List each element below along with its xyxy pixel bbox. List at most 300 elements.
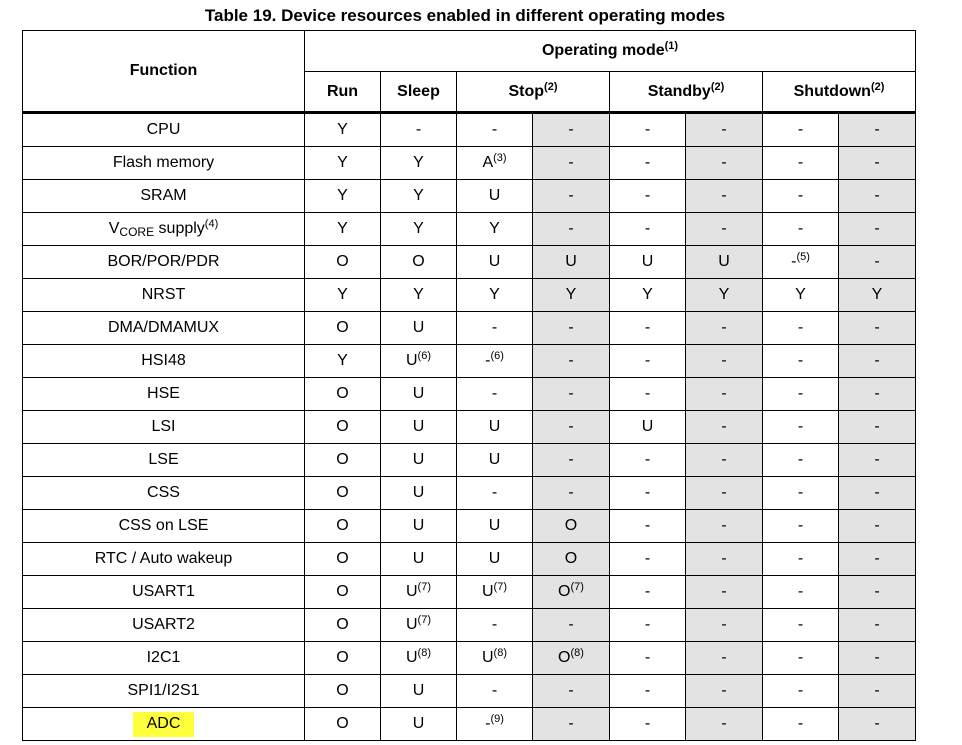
- function-cell: [23, 213, 305, 246]
- mode-value: -: [568, 451, 574, 468]
- mode-cell: [305, 444, 381, 477]
- mode-value: O: [336, 715, 349, 732]
- mode-value: -: [874, 253, 880, 270]
- mode-cell: [457, 411, 533, 444]
- mode-value: Y: [413, 187, 424, 204]
- table-row: [23, 642, 916, 675]
- function-cell: [23, 113, 305, 147]
- mode-value: -: [874, 649, 880, 666]
- mode-cell: [305, 576, 381, 609]
- mode-value: -: [491, 682, 498, 699]
- mode-value: -: [644, 715, 651, 732]
- sleep-header: Sleep: [381, 72, 457, 113]
- mode-value: U: [488, 451, 501, 468]
- footnote-ref: (4): [204, 218, 219, 230]
- footnote-ref: (9): [490, 713, 504, 725]
- mode-cell: [533, 576, 610, 609]
- mode-cell: [686, 609, 763, 642]
- mode-value: -: [797, 418, 804, 435]
- mode-cell: [305, 411, 381, 444]
- function-cell: [23, 147, 305, 180]
- mode-cell: [533, 180, 610, 213]
- mode-value: Y: [489, 220, 500, 237]
- mode-cell: [610, 246, 686, 279]
- mode-value: -: [644, 220, 651, 237]
- mode-value: -: [874, 319, 880, 336]
- mode-cell: [381, 113, 457, 147]
- mode-value: -: [568, 418, 574, 435]
- mode-value: U: [481, 649, 494, 666]
- mode-value: -: [874, 220, 880, 237]
- mode-cell: [457, 543, 533, 576]
- mode-cell: [381, 279, 457, 312]
- function-name-subscript: CORE: [119, 225, 155, 239]
- mode-cell: [457, 246, 533, 279]
- function-header: [23, 31, 305, 113]
- mode-value: -: [568, 715, 574, 732]
- mode-cell: [686, 147, 763, 180]
- mode-cell: [686, 576, 763, 609]
- table-row: [23, 609, 916, 642]
- mode-cell: [610, 444, 686, 477]
- table-row: [23, 180, 916, 213]
- mode-cell: [305, 312, 381, 345]
- mode-value: -: [874, 385, 880, 402]
- mode-value: -: [874, 451, 880, 468]
- mode-value: O: [336, 649, 349, 666]
- mode-cell: [686, 675, 763, 708]
- mode-value: -: [874, 484, 880, 501]
- mode-cell: [839, 642, 916, 675]
- table-row: [23, 411, 916, 444]
- mode-value: -: [568, 220, 574, 237]
- mode-value: -: [721, 121, 727, 138]
- mode-cell: [839, 279, 916, 312]
- standby-header: [610, 72, 763, 113]
- table-row: [23, 113, 916, 147]
- mode-cell: [763, 180, 839, 213]
- mode-cell: [610, 279, 686, 312]
- mode-cell: [839, 180, 916, 213]
- mode-cell: [839, 378, 916, 411]
- mode-cell: [305, 213, 381, 246]
- function-name: NRST: [141, 286, 186, 303]
- mode-value: U: [405, 616, 418, 633]
- mode-cell: [686, 213, 763, 246]
- footnote-ref: (2): [870, 80, 885, 93]
- mode-cell: [533, 378, 610, 411]
- function-cell: [23, 312, 305, 345]
- mode-value: -: [797, 451, 804, 468]
- footnote-ref: (8): [570, 647, 584, 659]
- mode-cell: [381, 345, 457, 378]
- mode-cell: [686, 477, 763, 510]
- mode-cell: [610, 477, 686, 510]
- mode-value: -: [644, 682, 651, 699]
- mode-value: -: [644, 616, 651, 633]
- mode-cell: [305, 642, 381, 675]
- mode-value: Y: [565, 286, 577, 303]
- mode-cell: [457, 576, 533, 609]
- mode-value: O: [336, 682, 349, 699]
- mode-cell: [763, 213, 839, 246]
- mode-value: O: [336, 418, 349, 435]
- mode-cell: [610, 312, 686, 345]
- mode-value: O: [336, 550, 349, 567]
- mode-value: -: [797, 187, 804, 204]
- footnote-ref: (2): [710, 80, 725, 93]
- mode-cell: [763, 345, 839, 378]
- function-name: CSS on LSE: [118, 517, 209, 534]
- mode-value: -: [797, 715, 804, 732]
- mode-cell: [839, 543, 916, 576]
- mode-cell: [763, 510, 839, 543]
- resources-table: [22, 30, 916, 741]
- mode-cell: [305, 246, 381, 279]
- mode-value: -: [721, 682, 727, 699]
- footnote-ref: (7): [417, 581, 431, 593]
- mode-cell: [686, 246, 763, 279]
- mode-value: O: [336, 484, 349, 501]
- mode-cell: [686, 180, 763, 213]
- mode-cell: [533, 345, 610, 378]
- mode-value: -: [721, 220, 727, 237]
- mode-cell: [686, 279, 763, 312]
- mode-cell: [686, 708, 763, 741]
- mode-cell: [381, 576, 457, 609]
- mode-cell: [457, 378, 533, 411]
- mode-value: -: [721, 385, 727, 402]
- function-name: SRAM: [140, 187, 187, 204]
- mode-value: U: [405, 352, 418, 369]
- mode-value: U: [412, 517, 425, 534]
- mode-cell: [610, 147, 686, 180]
- mode-value: Y: [871, 286, 883, 303]
- function-cell: [23, 345, 305, 378]
- function-cell: [23, 477, 305, 510]
- mode-cell: [839, 510, 916, 543]
- mode-cell: [533, 477, 610, 510]
- mode-cell: [457, 180, 533, 213]
- function-cell: [23, 444, 305, 477]
- mode-cell: [610, 180, 686, 213]
- function-name: [109, 220, 219, 237]
- mode-value: Y: [413, 286, 424, 303]
- footnote-ref: (1): [664, 40, 679, 52]
- mode-cell: [305, 477, 381, 510]
- mode-cell: [381, 477, 457, 510]
- footnote-ref: (8): [493, 647, 507, 659]
- mode-value: -: [797, 154, 804, 171]
- operating-mode-label: Operating mode: [541, 42, 665, 59]
- mode-value: U: [488, 253, 501, 270]
- function-name: SPI1/I2S1: [127, 682, 200, 699]
- function-name: LSE: [148, 451, 179, 468]
- mode-cell: [457, 113, 533, 147]
- mode-value: -: [874, 616, 880, 633]
- function-name-rest: supply: [154, 220, 205, 237]
- function-cell: [23, 576, 305, 609]
- mode-cell: [763, 642, 839, 675]
- mode-value: -: [491, 121, 498, 138]
- mode-cell: [305, 378, 381, 411]
- mode-cell: [381, 147, 457, 180]
- mode-value: -: [797, 682, 804, 699]
- mode-value: -: [644, 550, 651, 567]
- function-cell: [23, 411, 305, 444]
- mode-cell: [305, 708, 381, 741]
- mode-value: -: [491, 616, 498, 633]
- mode-cell: [457, 147, 533, 180]
- footnote-ref: (8): [417, 647, 431, 659]
- footnote-ref: (6): [417, 350, 431, 362]
- mode-cell: [381, 708, 457, 741]
- mode-cell: [763, 675, 839, 708]
- mode-cell: [686, 411, 763, 444]
- mode-value: -: [485, 715, 491, 732]
- mode-value: Y: [337, 154, 348, 171]
- mode-cell: [763, 444, 839, 477]
- mode-value: U: [488, 517, 501, 534]
- mode-value: -: [797, 550, 804, 567]
- standby-label: Standby: [647, 82, 711, 100]
- mode-value: A: [482, 154, 494, 171]
- mode-value: U: [481, 583, 494, 600]
- function-cell: [23, 543, 305, 576]
- mode-cell: [533, 312, 610, 345]
- mode-cell: [686, 345, 763, 378]
- function-cell: [23, 609, 305, 642]
- mode-value: Y: [337, 286, 348, 303]
- mode-value: -: [644, 121, 651, 138]
- footnote-ref: (7): [417, 614, 431, 626]
- function-header-label: Function: [129, 62, 198, 79]
- mode-cell: [533, 411, 610, 444]
- mode-value: -: [644, 319, 651, 336]
- mode-cell: [610, 543, 686, 576]
- mode-cell: [763, 576, 839, 609]
- table-row: [23, 444, 916, 477]
- mode-value: -: [797, 649, 804, 666]
- mode-value: Y: [337, 220, 348, 237]
- table-row: [23, 246, 916, 279]
- mode-value: U: [405, 583, 418, 600]
- mode-value: O: [412, 253, 425, 270]
- mode-value: -: [797, 583, 804, 600]
- function-cell: [23, 510, 305, 543]
- mode-value: -: [644, 187, 651, 204]
- function-name: CSS: [147, 484, 180, 501]
- mode-cell: [381, 675, 457, 708]
- stop-label: Stop: [508, 82, 545, 100]
- table-row: [23, 345, 916, 378]
- mode-value: U: [412, 682, 425, 699]
- mode-value: -: [644, 517, 651, 534]
- mode-value: -: [415, 121, 422, 138]
- table-row: [23, 312, 916, 345]
- mode-cell: [686, 642, 763, 675]
- footnote-ref: (5): [796, 251, 810, 263]
- table-row: [23, 675, 916, 708]
- mode-value: -: [644, 649, 651, 666]
- mode-value: O: [336, 451, 349, 468]
- mode-value: -: [797, 385, 804, 402]
- mode-cell: [763, 279, 839, 312]
- mode-cell: [839, 708, 916, 741]
- mode-value: U: [641, 418, 654, 435]
- function-cell: [23, 180, 305, 213]
- mode-cell: [610, 113, 686, 147]
- mode-value: -: [644, 385, 651, 402]
- mode-value: -: [568, 154, 574, 171]
- mode-cell: [457, 510, 533, 543]
- mode-value: -: [721, 649, 727, 666]
- mode-value: -: [874, 550, 880, 567]
- run-header: Run: [305, 72, 381, 113]
- mode-cell: [457, 279, 533, 312]
- mode-cell: [839, 444, 916, 477]
- function-cell: [23, 246, 305, 279]
- mode-value: O: [558, 583, 571, 600]
- mode-value: U: [412, 385, 425, 402]
- mode-value: -: [721, 154, 727, 171]
- function-cell: [23, 642, 305, 675]
- mode-cell: [610, 411, 686, 444]
- mode-value: Y: [489, 286, 500, 303]
- mode-value: -: [874, 418, 880, 435]
- mode-cell: [610, 213, 686, 246]
- mode-value: U: [488, 418, 501, 435]
- mode-cell: [457, 642, 533, 675]
- mode-value: -: [791, 253, 797, 270]
- mode-cell: [457, 444, 533, 477]
- mode-value: -: [568, 352, 574, 369]
- mode-value: -: [797, 121, 804, 138]
- mode-cell: [533, 279, 610, 312]
- mode-value: -: [721, 583, 727, 600]
- mode-value: -: [874, 682, 880, 699]
- function-name: LSI: [151, 418, 176, 435]
- mode-value: -: [797, 517, 804, 534]
- footnote-ref: (7): [493, 581, 507, 593]
- mode-value: U: [488, 550, 501, 567]
- mode-value: -: [644, 451, 651, 468]
- mode-value: -: [644, 484, 651, 501]
- mode-value: Y: [718, 286, 730, 303]
- mode-value: -: [874, 187, 880, 204]
- mode-cell: [457, 213, 533, 246]
- shutdown-header: [763, 72, 916, 113]
- mode-value: Y: [795, 286, 806, 303]
- mode-cell: [381, 510, 457, 543]
- mode-cell: [763, 609, 839, 642]
- mode-cell: [763, 378, 839, 411]
- mode-value: -: [797, 319, 804, 336]
- mode-cell: [763, 312, 839, 345]
- mode-value: -: [721, 550, 727, 567]
- mode-value: U: [405, 649, 418, 666]
- mode-value: U: [412, 319, 425, 336]
- mode-cell: [533, 246, 610, 279]
- mode-value: Y: [337, 187, 348, 204]
- mode-cell: [457, 675, 533, 708]
- mode-value: O: [336, 583, 349, 600]
- mode-value: U: [412, 484, 425, 501]
- mode-cell: [305, 147, 381, 180]
- mode-value: -: [721, 484, 727, 501]
- mode-cell: [839, 477, 916, 510]
- mode-cell: [305, 609, 381, 642]
- function-name: RTC / Auto wakeup: [94, 550, 233, 567]
- mode-cell: [686, 378, 763, 411]
- mode-value: -: [721, 187, 727, 204]
- table-row: [23, 147, 916, 180]
- mode-value: -: [797, 484, 804, 501]
- mode-value: -: [568, 319, 574, 336]
- mode-value: -: [644, 583, 651, 600]
- mode-cell: [763, 147, 839, 180]
- mode-cell: [457, 345, 533, 378]
- mode-value: -: [874, 715, 880, 732]
- mode-cell: [305, 113, 381, 147]
- mode-cell: [610, 609, 686, 642]
- mode-value: U: [718, 253, 730, 270]
- mode-cell: [839, 213, 916, 246]
- mode-cell: [610, 378, 686, 411]
- mode-cell: [686, 113, 763, 147]
- mode-cell: [305, 510, 381, 543]
- table-body: [23, 113, 916, 741]
- mode-value: U: [412, 550, 425, 567]
- mode-cell: [839, 246, 916, 279]
- mode-cell: [686, 444, 763, 477]
- mode-value: -: [874, 154, 880, 171]
- mode-value: Y: [337, 121, 348, 138]
- mode-cell: [763, 543, 839, 576]
- mode-cell: [305, 675, 381, 708]
- table-row: [23, 708, 916, 741]
- mode-cell: [381, 213, 457, 246]
- mode-cell: [457, 609, 533, 642]
- mode-value: Y: [642, 286, 653, 303]
- mode-cell: [763, 113, 839, 147]
- shutdown-label: Shutdown: [793, 82, 871, 100]
- table-row: [23, 213, 916, 246]
- mode-value: -: [721, 418, 727, 435]
- mode-value: -: [721, 319, 727, 336]
- mode-value: -: [568, 484, 574, 501]
- mode-cell: [839, 312, 916, 345]
- mode-value: -: [568, 616, 574, 633]
- mode-value: -: [797, 352, 804, 369]
- mode-value: U: [641, 253, 654, 270]
- mode-cell: [533, 543, 610, 576]
- footnote-ref: (3): [493, 152, 507, 164]
- table-row: [23, 510, 916, 543]
- mode-value: -: [874, 121, 880, 138]
- mode-cell: [381, 642, 457, 675]
- mode-value: -: [721, 715, 727, 732]
- mode-value: Y: [413, 220, 424, 237]
- function-name: Flash memory: [112, 154, 215, 171]
- mode-value: -: [797, 220, 804, 237]
- function-name: BOR/POR/PDR: [107, 253, 220, 270]
- function-cell: [23, 378, 305, 411]
- mode-cell: [533, 642, 610, 675]
- mode-cell: [763, 708, 839, 741]
- mode-cell: [381, 609, 457, 642]
- mode-cell: [381, 378, 457, 411]
